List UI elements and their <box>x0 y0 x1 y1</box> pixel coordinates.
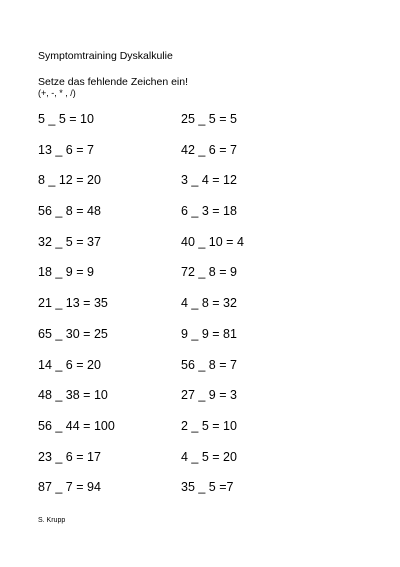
problem-row <box>38 325 368 356</box>
problem-right: 27 _ 9 = 3 <box>181 388 237 403</box>
problem-left: 13 _ 6 = 7 <box>38 142 94 157</box>
problem-left: 14 _ 6 = 20 <box>38 357 101 372</box>
problem-row <box>38 233 368 264</box>
problem-right: 42 _ 6 = 7 <box>181 142 237 157</box>
problem-right: 56 _ 8 = 7 <box>181 357 237 372</box>
problem-left: 8 _ 12 = 20 <box>38 173 101 188</box>
problem-list <box>38 110 368 509</box>
problem-right: 4 _ 8 = 32 <box>181 296 237 311</box>
problem-right: 6 _ 3 = 18 <box>181 204 237 219</box>
problem-left: 87 _ 7 = 94 <box>38 480 101 495</box>
problem-right: 3 _ 4 = 12 <box>181 173 237 188</box>
problem-left: 48 _ 38 = 10 <box>38 388 108 403</box>
problem-right: 40 _ 10 = 4 <box>181 234 244 249</box>
worksheet-instruction: Setze das fehlende Zeichen ein! <box>38 76 189 88</box>
problem-left: 18 _ 9 = 9 <box>38 265 94 280</box>
problem-row <box>38 448 368 479</box>
problem-left: 23 _ 6 = 17 <box>38 449 101 464</box>
problem-right: 9 _ 9 = 81 <box>181 326 237 341</box>
problem-left: 5 _ 5 = 10 <box>38 112 94 126</box>
author-footer: S. Krupp <box>38 517 66 524</box>
problem-left: 56 _ 8 = 48 <box>38 204 101 219</box>
problem-row <box>38 386 368 417</box>
problem-left: 56 _ 44 = 100 <box>38 418 115 433</box>
problem-row <box>38 141 368 172</box>
problem-row <box>38 171 368 202</box>
problem-right: 72 _ 8 = 9 <box>181 265 237 280</box>
problem-row <box>38 294 368 325</box>
worksheet-title: Symptomtraining Dyskalkulie <box>38 50 173 62</box>
problem-left: 21 _ 13 = 35 <box>38 296 108 311</box>
problem-right: 25 _ 5 = 5 <box>181 112 237 126</box>
problem-row <box>38 202 368 233</box>
problem-row <box>38 110 368 141</box>
problem-row <box>38 417 368 448</box>
problem-row <box>38 263 368 294</box>
problem-left: 32 _ 5 = 37 <box>38 234 101 249</box>
problem-left: 65 _ 30 = 25 <box>38 326 108 341</box>
problem-row <box>38 356 368 387</box>
problem-right: 2 _ 5 = 10 <box>181 418 237 433</box>
problem-row <box>38 478 368 509</box>
operator-hint: (+, -, * , /) <box>38 88 76 98</box>
problem-right: 35 _ 5 =7 <box>181 480 234 495</box>
problem-right: 4 _ 5 = 20 <box>181 449 237 464</box>
